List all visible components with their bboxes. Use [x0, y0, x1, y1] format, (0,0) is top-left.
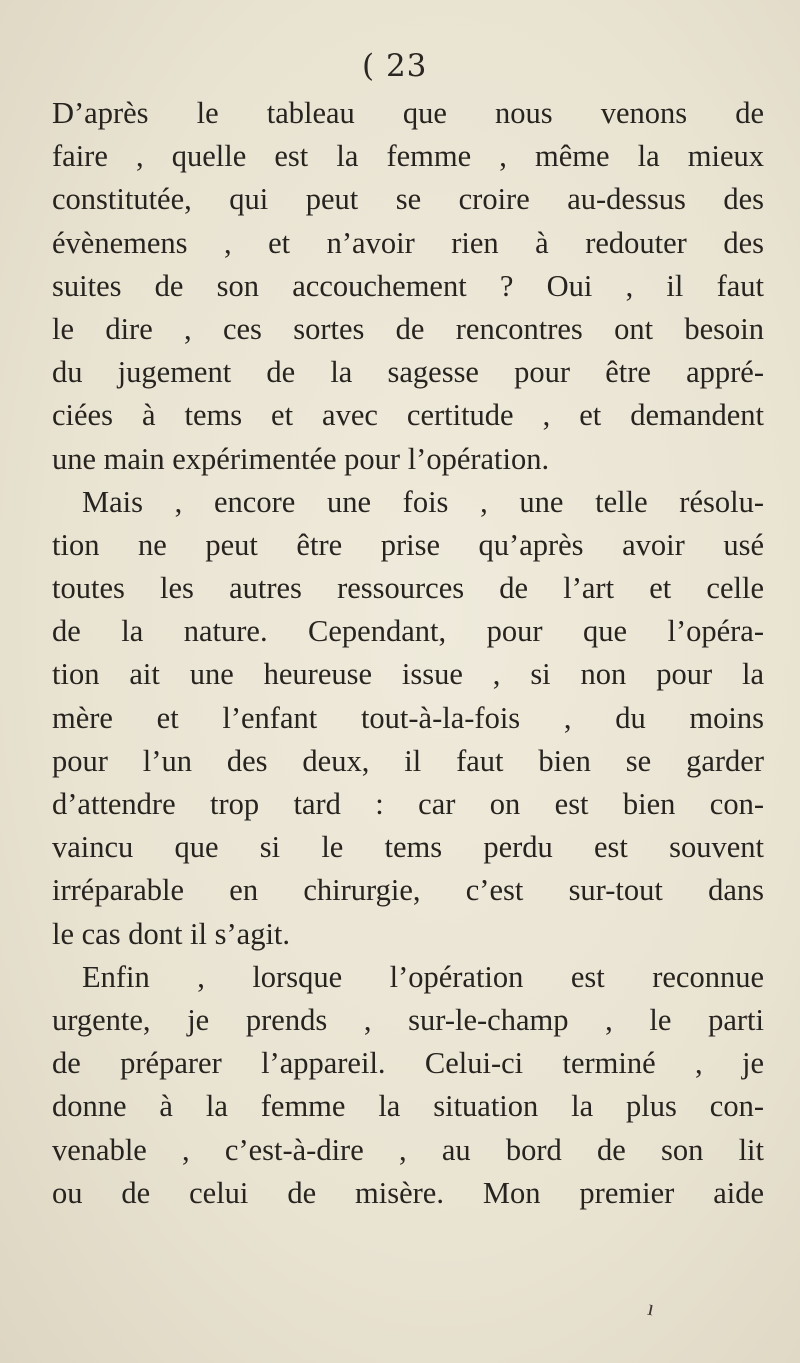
text-line: évènemens , et n’avoir rien à redouter des — [52, 225, 764, 260]
text-line: du jugement de la sagesse pour être appré- — [52, 355, 764, 390]
text-line: suites de son accouchement ? Oui , il faut — [52, 268, 764, 303]
text-line: une main expérimentée pour l’opération. — [52, 441, 550, 476]
text-line: tion ne peut être prise qu’après avoir usé — [52, 527, 764, 562]
text-line: tion ait une heureuse issue , si non pour la — [52, 657, 764, 692]
text-line: Mais , encore une fois , une telle résolu- — [82, 484, 764, 519]
text-line: donne à la femme la situation la plus con- — [52, 1089, 764, 1124]
body-text — [52, 92, 764, 1215]
text-line: le cas dont il s’agit. — [52, 916, 291, 951]
text-line: de préparer l’appareil. Celui-ci terminé , je — [52, 1046, 764, 1081]
text-line: toutes les autres ressources de l’art et celle — [52, 571, 764, 606]
text-line: venable , c’est-à-dire , au bord de son lit — [52, 1132, 764, 1167]
text-line: Enfin , lorsque l’opération est reconnue — [82, 959, 764, 994]
page-number: ( 23 — [362, 48, 428, 84]
text-line: faire , quelle est la femme , même la mieux — [52, 139, 764, 174]
text-line: D’après le tableau que nous venons de — [52, 96, 764, 130]
text-line: de la nature. Cependant, pour que l’opéra- — [52, 614, 764, 649]
text-line: vaincu que si le tems perdu est souvent — [52, 830, 764, 865]
text-line: constitutée, qui peut se croire au-dessus des — [52, 182, 764, 217]
text-line: ou de celui de misère. Mon premier aide — [52, 1175, 764, 1210]
text-line: mère et l’enfant tout-à-la-fois , du moins — [52, 700, 764, 735]
stray-mark: ı — [645, 1294, 657, 1321]
text-line: le dire , ces sortes de rencontres ont besoin — [52, 311, 764, 346]
text-line: pour l’un des deux, il faut bien se garder — [52, 743, 764, 778]
text-line: irréparable en chirurgie, c’est sur-tout dans — [52, 873, 764, 908]
text-line: d’attendre trop tard : car on est bien con- — [52, 787, 764, 821]
text-line: urgente, je prends , sur-le-champ , le parti — [52, 1002, 764, 1037]
text-line: ciées à tems et avec certitude , et demandent — [52, 398, 764, 433]
